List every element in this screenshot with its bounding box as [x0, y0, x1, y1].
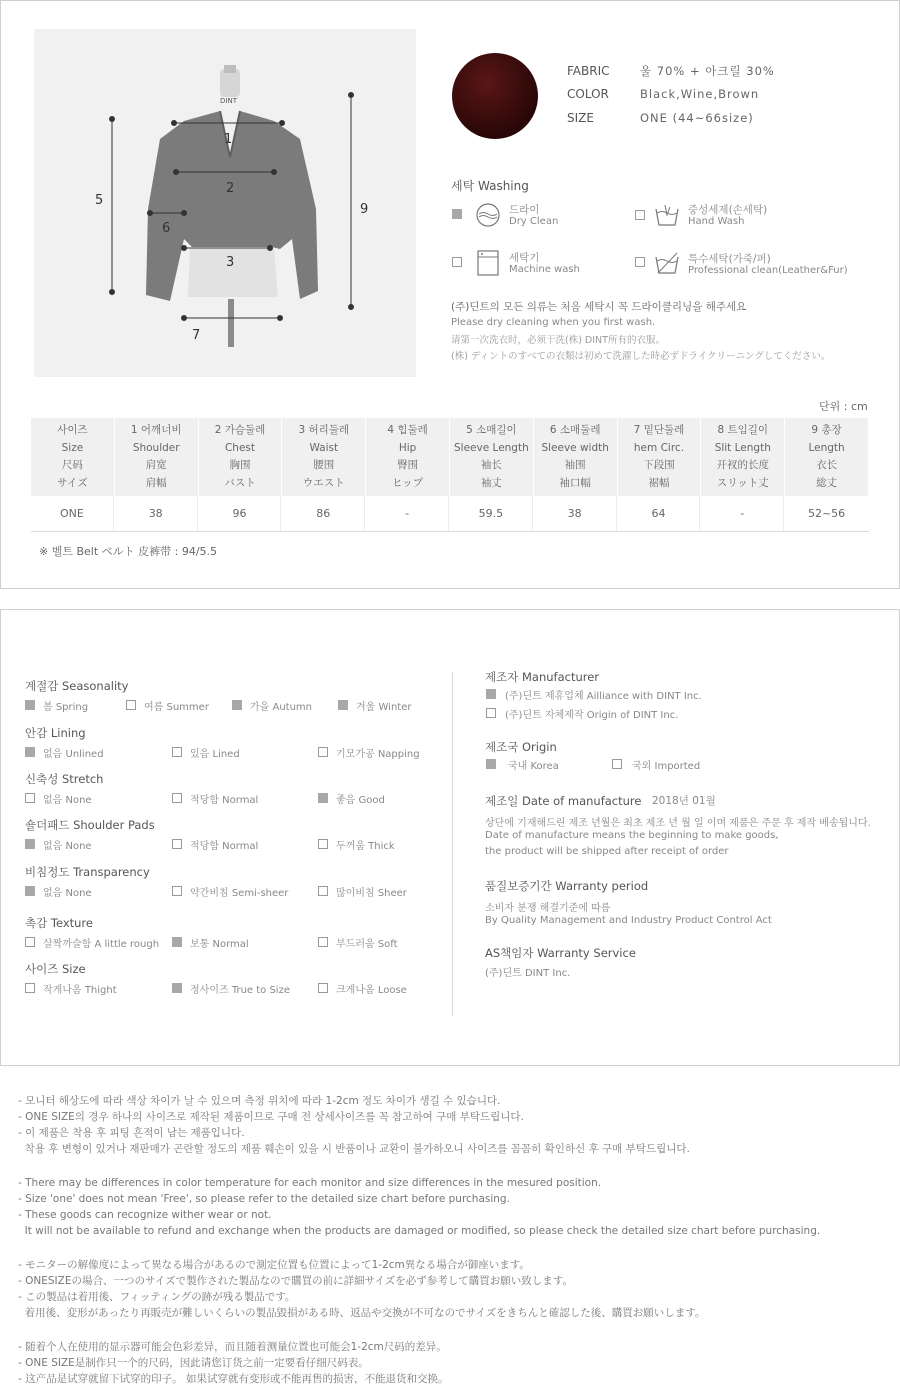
attribute-option-label: 없음 None	[43, 841, 92, 852]
note-line: - 모니터 해상도에 따라 색상 차이가 날 수 있으며 측정 위치에 따라 1-2cm 정도 차이가 생길 수 있습니다.	[18, 1095, 501, 1107]
size-value-cell: 86	[282, 496, 365, 531]
size-header-line: 2 가슴둘레	[214, 424, 266, 436]
machine-wash-en: Machine wash	[509, 264, 580, 275]
attribute-checkbox	[172, 983, 182, 993]
fabric-value: 울 70% + 아크릴 30%	[640, 64, 775, 78]
size-value-cell: ONE	[31, 496, 114, 531]
size-header-line: 4 힙둘레	[387, 424, 428, 436]
attribute-option-label: 없음 None	[43, 795, 92, 806]
attribute-title: 안감 Lining	[25, 726, 86, 740]
washing-machine-icon	[476, 249, 500, 277]
attribute-option-label: 적당함 Normal	[190, 795, 259, 806]
origin-title: 제조국 Origin	[485, 740, 557, 754]
size-table-value-row	[31, 496, 869, 532]
attribute-option-label: 작게나옴 Thight	[43, 985, 117, 996]
mannequin-tag: DINT	[220, 97, 237, 105]
size-header-line: Slit Length	[714, 441, 771, 454]
size-label: SIZE	[567, 111, 594, 125]
washing-note-jp: (株) ディントのすべての衣類は初めて洗濯した時必ずドライクリーニングしてください。	[451, 351, 831, 362]
attribute-title: 촉감 Texture	[25, 916, 93, 930]
origin-imported-checkbox	[612, 759, 622, 769]
note-line: - Size 'one' does not mean 'Free', so please refer to the detailed size chart before purchasing.	[18, 1193, 510, 1205]
size-header-cell	[450, 418, 533, 496]
note-line: - この製品は着用後、フィッティングの跡が残る製品です。	[18, 1291, 296, 1303]
date-title: 제조일 Date of manufacture	[485, 794, 642, 808]
date-note-3: the product will be shipped after receipt of order	[485, 846, 729, 857]
attribute-checkbox	[126, 700, 136, 710]
manufacturer-alliance-checkbox	[486, 689, 496, 699]
sweater-measurement-illustration	[34, 29, 416, 377]
measure-label-5: 5	[95, 193, 104, 208]
attribute-checkbox	[25, 937, 35, 947]
washing-note-en: Please dry cleaning when you first wash.	[451, 317, 656, 328]
size-header-line: Chest	[224, 441, 256, 454]
size-header-line: 肩宽	[145, 459, 167, 471]
fabric-swatch	[452, 53, 538, 139]
purchase-notes	[18, 1093, 820, 1387]
attribute-option-label: 봄 Spring	[43, 702, 89, 713]
professional-clean-en: Professional clean(Leather&Fur)	[688, 265, 848, 276]
attribute-checkbox	[25, 793, 35, 803]
size-header-line: Sleeve Length	[454, 441, 529, 454]
manufacturer-alliance-label: (주)딘트 제휴업체 Ailliance with DINT Inc.	[505, 691, 702, 702]
size-header-cell	[534, 418, 617, 496]
attribute-option-label: 여름 Summer	[144, 702, 209, 713]
note-line: - 随着个人在使用的显示器可能会色彩差异，而且随着测量位置也可能会1-2cm尺码的差异。	[18, 1341, 447, 1353]
notes-chinese	[18, 1339, 820, 1387]
attribute-checkbox	[318, 793, 328, 803]
size-header-line: 下段围	[643, 459, 675, 471]
attribute-option-label: 크게나옴 Loose	[336, 985, 407, 996]
manufacturer-origin-checkbox	[486, 708, 496, 718]
size-header-line: Sleeve width	[541, 441, 609, 454]
size-header-line: 腰围	[313, 459, 335, 471]
note-line: - ONESIZEの場合、一つのサイズで製作された製品なので購買の前に詳細サイズを必ず参考して購買お願い致します。	[18, 1275, 573, 1287]
origin-imported-label: 국외 Imported	[632, 761, 701, 772]
origin-korea-checkbox	[486, 759, 496, 769]
size-header-line: 3 허리둘레	[298, 424, 350, 436]
size-header-line: ウエスト	[302, 476, 345, 489]
attribute-checkbox	[25, 700, 35, 710]
attribute-checkbox	[318, 937, 328, 947]
washing-dry-checkbox	[452, 209, 462, 219]
attribute-checkbox	[172, 839, 182, 849]
measure-label-3: 3	[226, 255, 235, 270]
warranty-line-2: By Quality Management and Industry Product Control Act	[485, 915, 772, 926]
size-value-cell: 38	[115, 496, 198, 531]
size-header-line: 臀围	[397, 459, 419, 471]
fabric-label: FABRIC	[567, 64, 610, 78]
notes-english	[18, 1175, 820, 1239]
washing-hand-checkbox	[635, 210, 645, 220]
size-value: ONE (44~66size)	[640, 111, 754, 125]
size-header-cell	[618, 418, 701, 496]
size-header-line: 総丈	[816, 476, 838, 489]
machine-wash-ko: 세탁기	[509, 252, 540, 264]
attribute-title: 사이즈 Size	[25, 962, 86, 976]
notes-korean	[18, 1093, 820, 1157]
size-value-cell: -	[366, 496, 449, 531]
dry-clean-icon	[474, 201, 502, 229]
size-header-line: Waist	[309, 441, 339, 454]
attribute-option-label: 겨울 Winter	[356, 702, 412, 713]
attribute-checkbox	[318, 983, 328, 993]
size-table-header-row	[31, 418, 869, 496]
attribute-checkbox	[318, 747, 328, 757]
hand-wash-icon	[653, 201, 681, 229]
attribute-option-label: 가을 Autumn	[250, 702, 313, 713]
size-header-line: サイズ	[57, 476, 88, 489]
size-header-cell	[785, 418, 868, 496]
product-info-panel	[0, 0, 900, 589]
warranty-line-1: 소비자 분쟁 해결기준에 따름	[485, 903, 611, 914]
size-value-cell: -	[701, 496, 784, 531]
attribute-option-label: 정사이즈 True to Size	[190, 985, 290, 996]
attribute-checkbox	[318, 839, 328, 849]
attribute-option-label: 없음 None	[43, 888, 92, 899]
washing-note-cn: 请第一次洗衣时，必须干洗(株) DINT所有的衣服。	[451, 335, 665, 346]
hand-wash-ko: 중성세제(손세탁)	[688, 204, 768, 216]
professional-clean-icon	[653, 249, 681, 277]
notes-japanese	[18, 1257, 820, 1321]
note-line: - 这产品是试穿就留下试穿的印子。 如果试穿就有变形或不能再售的损害，不能退货和交换。	[18, 1373, 449, 1385]
date-note-1: 상단에 기재해드린 제조 년월은 최초 제조 년 월 일 이며 제품은 주문 후 제작 배송됩니다.	[485, 818, 871, 829]
as-title: AS책임자 Warranty Service	[485, 946, 636, 960]
attribute-checkbox	[318, 886, 328, 896]
hand-wash-en: Hand Wash	[688, 216, 745, 227]
attribute-option-label: 약간비침 Semi-sheer	[190, 888, 289, 899]
attribute-title: 숄더패드 Shoulder Pads	[25, 818, 155, 832]
manufacturer-origin-label: (주)딘트 자체제작 Origin of DINT Inc.	[505, 710, 679, 721]
note-line: 着用後、変形があったり再販売が難しいくらいの製品毀損がある時、返品や交換が不可なのでサイズをきちんと確認した後、購買お願いします。	[18, 1307, 706, 1319]
size-header-line: 7 밑단둘레	[633, 424, 685, 436]
note-line: - 이 제품은 착용 후 피팅 흔적이 남는 제품입니다.	[18, 1127, 245, 1139]
note-line: - ONE SIZE의 경우 하나의 사이즈로 제작된 제품이므로 구매 전 상세사이즈를 꼭 참고하여 구매 부탁드립니다.	[18, 1111, 524, 1123]
note-line: 착용 후 변형이 있거나 재판매가 곤란할 정도의 제품 훼손이 있을 시 반품이나 교환이 불가하오니 사이즈를 꼼꼼히 확인하신 후 구매 부탁드립니다.	[18, 1143, 690, 1155]
size-header-line: hem Circ.	[633, 441, 685, 454]
size-table	[31, 418, 869, 532]
attribute-option-label: 기모가공 Napping	[336, 749, 420, 760]
size-header-line: 肩幅	[145, 476, 167, 489]
origin-korea-label: 국내 Korea	[508, 761, 559, 772]
attribute-option-label: 없음 Unlined	[43, 749, 104, 760]
washing-machine-checkbox	[452, 257, 462, 267]
size-header-cell	[31, 418, 114, 496]
size-header-cell	[115, 418, 198, 496]
size-header-line: 袖丈	[480, 476, 502, 489]
size-header-line: 사이즈	[57, 424, 88, 436]
attribute-checkbox	[172, 793, 182, 803]
size-unit: 단위 : cm	[819, 400, 868, 413]
size-header-cell	[282, 418, 365, 496]
size-header-line: 5 소매길이	[466, 424, 517, 436]
size-header-line: Size	[61, 441, 84, 454]
size-header-cell	[701, 418, 784, 496]
measure-label-6: 6	[162, 221, 171, 236]
warranty-title: 품질보증기간 Warranty period	[485, 879, 649, 893]
attribute-checkbox	[338, 700, 348, 710]
size-header-line: 9 총장	[811, 424, 842, 436]
date-note-2: Date of manufacture means the beginning to make goods,	[485, 830, 779, 841]
size-header-line: 袖口幅	[559, 476, 591, 489]
belt-note: ※ 벨트 Belt ベルト 皮裤带 : 94/5.5	[39, 545, 218, 558]
attribute-checkbox	[25, 886, 35, 896]
size-header-cell	[199, 418, 282, 496]
as-value: (주)딘트 DINT Inc.	[485, 968, 571, 979]
attribute-option-label: 많이비침 Sheer	[336, 888, 407, 899]
washing-title: 세탁 Washing	[451, 179, 529, 193]
column-divider	[452, 672, 453, 1016]
size-header-line: 袖长	[480, 459, 502, 471]
size-header-cell	[366, 418, 449, 496]
attribute-checkbox	[172, 886, 182, 896]
attribute-option-label: 부드러움 Soft	[336, 939, 398, 950]
date-value: 2018년 01월	[652, 795, 716, 807]
attribute-title: 계절감 Seasonality	[25, 679, 129, 693]
attribute-option-label: 있음 Lined	[190, 749, 240, 760]
attribute-checkbox	[25, 983, 35, 993]
measure-label-2: 2	[226, 181, 235, 196]
size-header-line: 袖围	[564, 459, 586, 471]
size-value-cell: 59.5	[450, 496, 533, 531]
size-header-line: Hip	[398, 441, 417, 454]
attribute-option-label: 좋음 Good	[336, 795, 385, 806]
product-diagram	[34, 29, 416, 377]
washing-professional-checkbox	[635, 257, 645, 267]
size-header-line: 尺码	[61, 459, 83, 471]
color-value: Black,Wine,Brown	[640, 87, 760, 101]
attribute-option-label: 두꺼움 Thick	[336, 841, 395, 852]
size-header-line: バスト	[224, 476, 256, 489]
washing-note-ko: (주)딘트의 모든 의류는 처음 세탁시 꼭 드라이클리닝을 해주세요	[451, 301, 747, 313]
size-header-line: 衣长	[816, 459, 838, 471]
measure-label-7: 7	[192, 328, 201, 343]
note-line: It will not be available to refund and exchange when the products are damaged or modified, so please check the detailed size chart before purchasing.	[18, 1225, 821, 1237]
size-header-line: 裾幅	[648, 476, 670, 489]
size-value-cell: 64	[618, 496, 701, 531]
attribute-checkbox	[232, 700, 242, 710]
attribute-checkbox	[172, 747, 182, 757]
size-value-cell: 38	[534, 496, 617, 531]
size-header-line: 开衩的长度	[716, 459, 770, 471]
size-value-cell: 52~56	[807, 507, 846, 520]
note-line: - モニターの解像度によって異なる場合があるので測定位置も位置によって1-2cm異なる場合が御座います。	[18, 1259, 530, 1271]
manufacturer-title: 제조자 Manufacturer	[485, 670, 600, 684]
professional-clean-ko: 특수세탁(가죽/퍼)	[688, 253, 771, 265]
attribute-checkbox	[25, 839, 35, 849]
size-header-line: 6 소매둘레	[549, 424, 601, 436]
attribute-checkbox	[172, 937, 182, 947]
note-line: - There may be differences in color temperature for each monitor and size differences in the mesured position.	[18, 1177, 602, 1189]
size-header-line: ヒップ	[391, 476, 424, 489]
product-details-panel	[0, 609, 900, 1066]
attribute-title: 비침정도 Transparency	[25, 865, 150, 879]
note-line: - ONE SIZE是制作只一个的尺码，因此请您订货之前一定要看仔细尺码表。	[18, 1357, 369, 1369]
attribute-option-label: 보통 Normal	[190, 939, 249, 950]
size-value-cell: 96	[199, 496, 282, 531]
dry-clean-ko: 드라이	[509, 204, 540, 216]
attribute-title: 신축성 Stretch	[25, 772, 104, 786]
size-header-line: スリット丈	[716, 476, 769, 489]
attribute-option-label: 살짝까슬함 A little rough	[43, 939, 160, 950]
attribute-checkbox	[25, 747, 35, 757]
size-header-line: Shoulder	[132, 441, 180, 454]
attribute-option-label: 적당함 Normal	[190, 841, 259, 852]
size-header-line: 胸围	[229, 459, 251, 471]
size-header-line: Length	[808, 441, 845, 454]
size-header-line: 8 트임길이	[717, 424, 769, 436]
dry-clean-en: Dry Clean	[509, 216, 559, 227]
note-line: - These goods can recognize wither wear or not.	[18, 1209, 272, 1221]
color-label: COLOR	[567, 87, 609, 101]
measure-label-1: 1	[224, 132, 233, 147]
measure-label-9: 9	[360, 202, 369, 217]
size-header-line: 1 어깨너비	[130, 424, 182, 436]
